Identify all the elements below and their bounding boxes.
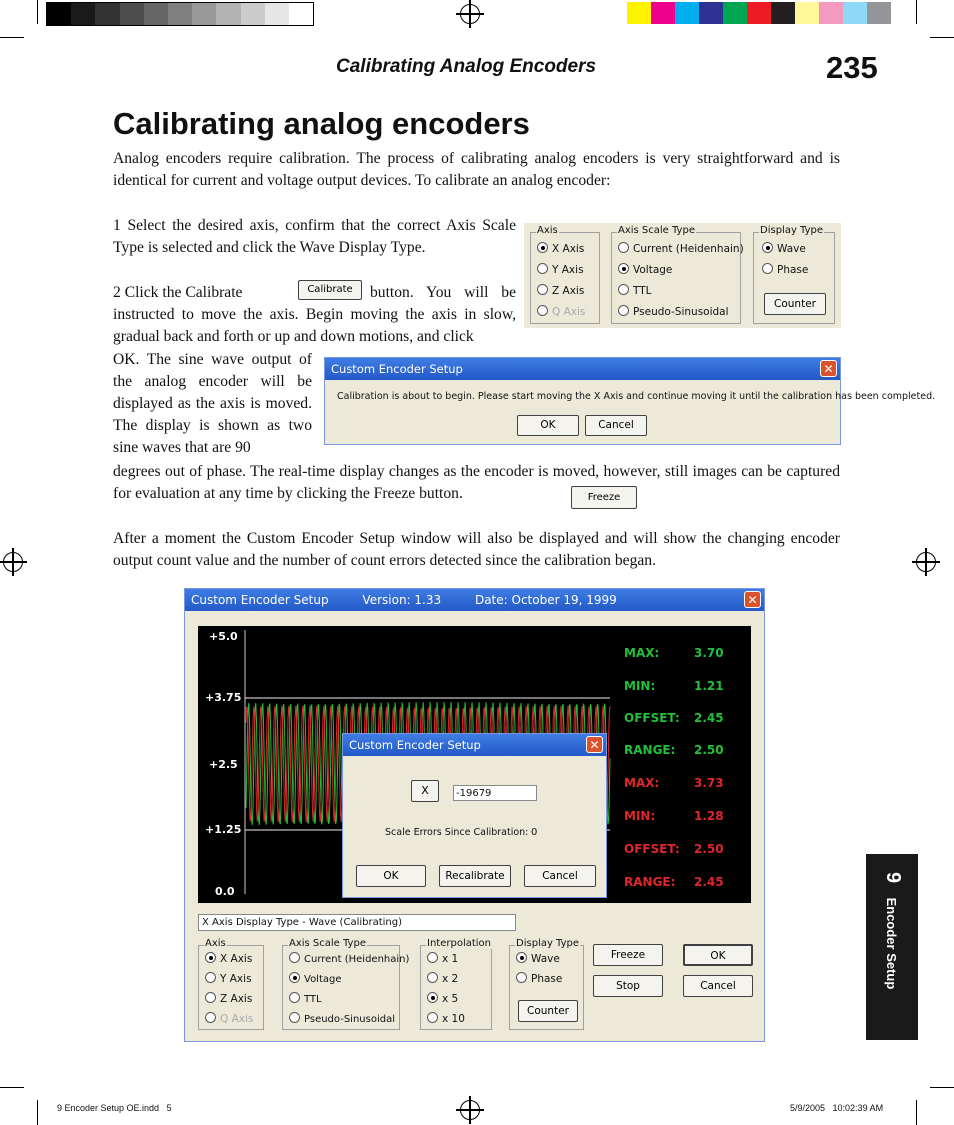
red-offset-value: 2.50 [694, 842, 724, 856]
interp-radio-x2[interactable]: x 2 [427, 972, 458, 985]
step-2-end: degrees out of phase. The real-time display changes as the encoder is moved, however, still images can be captured for evaluation at any time by clicking the Freeze button. [113, 463, 840, 502]
close-icon[interactable]: ✕ [744, 591, 761, 608]
cancel-button[interactable]: Cancel [683, 975, 753, 997]
main-display-group-label: Display Type [516, 938, 580, 949]
interpolation-group [420, 938, 492, 1030]
status-field: X Axis Display Type - Wave (Calibrating) [198, 914, 516, 931]
main-display-radio-phase[interactable]: Phase [516, 972, 562, 985]
chapter-number: 9 [882, 872, 904, 884]
red-range-label: RANGE: [624, 875, 676, 889]
counter-dialog-title: Custom Encoder Setup [349, 738, 481, 752]
y-label-0: 0.0 [215, 885, 235, 898]
registration-mark-left [3, 552, 23, 572]
interp-radio-x10[interactable]: x 10 [427, 1012, 465, 1025]
counter-button[interactable]: Counter [764, 293, 826, 315]
scale-radio-voltage[interactable]: Voltage [618, 263, 672, 276]
registration-mark-top [460, 4, 480, 24]
green-offset-label: OFFSET: [624, 711, 680, 725]
count-value-field: -19679 [453, 785, 537, 801]
after-paragraph: After a moment the Custom Encoder Setup window will also be displayed and will show the changing encoder output count value and the number of count errors detected since the calibration began. [113, 530, 840, 569]
close-icon[interactable]: ✕ [586, 736, 603, 753]
main-axis-radio-y[interactable]: Y Axis [205, 972, 252, 985]
scale-type-group-label: Axis Scale Type [618, 225, 695, 236]
chapter-side-tab [866, 854, 918, 1040]
red-max-label: MAX: [624, 776, 660, 790]
main-scale-radio-pseudo[interactable]: Pseudo-Sinusoidal [289, 1012, 395, 1025]
green-min-label: MIN: [624, 679, 656, 693]
counter-dialog [342, 733, 607, 898]
interp-radio-x1[interactable]: x 1 [427, 952, 458, 965]
calibrate-label: Calibrate [307, 284, 353, 295]
grayscale-bar [46, 2, 314, 26]
main-scale-group [282, 938, 410, 1030]
y-label-3-75: +3.75 [205, 691, 242, 704]
window-title: Custom Encoder Setup [191, 593, 329, 607]
green-max-label: MAX: [624, 646, 660, 660]
footer-file: 9 Encoder Setup OE.indd 5 [57, 1103, 172, 1113]
interp-radio-x5[interactable]: x 5 [427, 992, 458, 1005]
green-offset-value: 2.45 [694, 711, 724, 725]
main-display-group [509, 938, 584, 1030]
display-type-group [753, 225, 835, 324]
crop-mark-bl-h [0, 1087, 24, 1088]
red-range-value: 2.45 [694, 875, 724, 889]
step-2-continued: instructed to move the axis. Begin moving the axis in slow, gradual back and forth or up and down motions, and click [113, 306, 516, 345]
chapter-side-tab-content [881, 872, 904, 989]
encoder-setup-titlebar [185, 589, 764, 611]
page-heading: Calibrating analog encoders [113, 106, 530, 141]
main-display-radio-wave[interactable]: Wave [516, 952, 560, 965]
color-bar [627, 2, 891, 24]
counter-dialog-titlebar [343, 734, 606, 756]
options-panel-screenshot [524, 223, 841, 328]
axis-radio-x[interactable]: X Axis [537, 242, 584, 255]
crop-mark-br-h [930, 1087, 954, 1088]
green-range-value: 2.50 [694, 743, 724, 757]
counter-ok-button[interactable]: OK [356, 865, 426, 887]
y-label-2-5: +2.5 [209, 758, 238, 771]
crop-mark-tr-v [916, 0, 917, 24]
calibration-dialog-title: Custom Encoder Setup [331, 362, 463, 376]
scale-radio-current[interactable]: Current (Heidenhain) [618, 242, 744, 255]
intro-paragraph: Analog encoders require calibration. The process of calibrating analog encoders is very straightforward and is identical for current and voltage output devices. To calibrate an analog encoder: [113, 150, 840, 189]
y-label-1-25: +1.25 [205, 823, 242, 836]
scale-type-group [611, 225, 744, 324]
axis-radio-z[interactable]: Z Axis [537, 284, 584, 297]
freeze-label: Freeze [587, 492, 621, 503]
calibration-message: Calibration is about to begin. Please start moving the X Axis and continue moving it until the calibration has been completed. [337, 391, 936, 402]
main-axis-group [198, 938, 264, 1030]
stop-button[interactable]: Stop [593, 975, 663, 997]
scale-radio-ttl[interactable]: TTL [618, 284, 652, 297]
registration-mark-bottom [460, 1100, 480, 1120]
red-offset-label: OFFSET: [624, 842, 680, 856]
encoder-setup-window [184, 588, 765, 1042]
recalibrate-button[interactable]: Recalibrate [439, 865, 511, 887]
main-axis-radio-z[interactable]: Z Axis [205, 992, 252, 1005]
crop-mark-tl-h [0, 37, 24, 38]
step-2-start: 2 Click the Calibrate [113, 284, 243, 301]
green-min-value: 1.21 [694, 679, 724, 693]
main-axis-radio-x[interactable]: X Axis [205, 952, 252, 965]
window-version: Version: 1.33 [362, 593, 442, 607]
calibration-cancel-button[interactable]: Cancel [585, 415, 647, 436]
main-axis-radio-q: Q Axis [205, 1012, 253, 1025]
crop-mark-br-v [916, 1100, 917, 1125]
axis-group [530, 225, 600, 324]
ok-button[interactable]: OK [683, 944, 753, 966]
freeze-button[interactable]: Freeze [593, 944, 663, 966]
freeze-button-image [571, 486, 637, 509]
green-max-value: 3.70 [694, 646, 724, 660]
red-max-value: 3.73 [694, 776, 724, 790]
main-counter-button[interactable]: Counter [518, 1000, 578, 1022]
scale-errors-label: Scale Errors Since Calibration: [385, 827, 529, 838]
calibration-dialog [324, 357, 936, 445]
calibration-ok-button[interactable]: OK [517, 415, 579, 436]
calibrate-button-image [298, 280, 362, 300]
y-label-5: +5.0 [209, 630, 238, 643]
crop-mark-tl-v [37, 0, 38, 24]
page-number: 235 [826, 50, 878, 85]
scale-errors-value: 0 [531, 827, 538, 838]
axis-x-button[interactable]: X [411, 780, 439, 802]
main-scale-group-label: Axis Scale Type [289, 938, 366, 949]
footer-timestamp: 5/9/2005 10:02:39 AM [790, 1103, 884, 1113]
crop-mark-tr-h [930, 37, 954, 38]
close-icon[interactable]: ✕ [820, 360, 837, 377]
calibration-dialog-titlebar [325, 358, 840, 380]
main-scale-radio-current[interactable]: Current (Heidenhain) [289, 952, 409, 965]
main-scale-radio-ttl[interactable]: TTL [289, 992, 322, 1005]
main-axis-group-label: Axis [205, 938, 226, 949]
registration-mark-right [916, 552, 936, 572]
counter-cancel-button[interactable]: Cancel [524, 865, 596, 887]
display-radio-wave[interactable]: Wave [762, 242, 806, 255]
red-min-label: MIN: [624, 809, 656, 823]
interpolation-group-label: Interpolation [427, 938, 491, 949]
step-2-wrapped: OK. The sine wave output of the analog encoder will be displayed as the axis is moved. The display is shown as two sine waves that are 90 [113, 351, 312, 456]
green-range-label: RANGE: [624, 743, 676, 757]
red-min-value: 1.28 [694, 809, 724, 823]
display-type-group-label: Display Type [760, 225, 824, 236]
scale-radio-pseudo[interactable]: Pseudo-Sinusoidal [618, 305, 729, 318]
chapter-label: Encoder Setup [884, 897, 899, 990]
axis-group-label: Axis [537, 225, 558, 236]
display-radio-phase[interactable]: Phase [762, 263, 808, 276]
main-scale-radio-voltage[interactable]: Voltage [289, 972, 342, 985]
window-date: Date: October 19, 1999 [474, 593, 617, 607]
axis-radio-q: Q Axis [537, 305, 585, 318]
step-1: 1 Select the desired axis, confirm that the correct Axis Scale Type is selected and click the Wave Display Type. [113, 217, 516, 256]
running-title: Calibrating Analog Encoders [336, 56, 597, 77]
crop-mark-bl-v [37, 1100, 38, 1125]
axis-radio-y[interactable]: Y Axis [537, 263, 584, 276]
step-2-button-suffix: button. You will be [370, 284, 516, 301]
